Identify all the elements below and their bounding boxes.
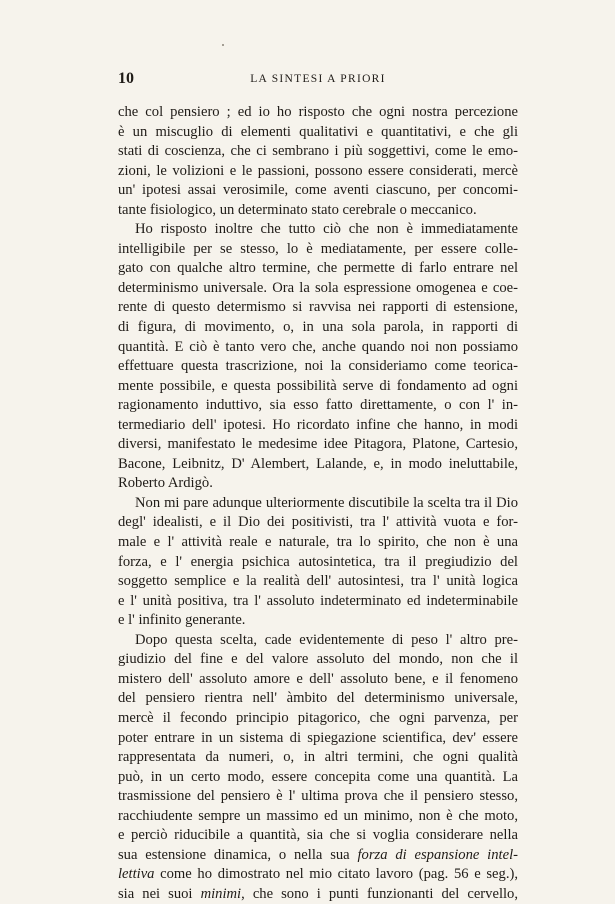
text-line: e l' infinito generante. [118, 612, 246, 629]
text-line: racchiudente sempre un massimo ed un minimo, non è che moto, [118, 807, 518, 824]
text-line: sia nei suoi minimi, che sono i punti funzionanti del cervello, [118, 885, 518, 902]
text-line: diversi, manifestato le medesime idee Pitagora, Platone, Cartesio, [118, 436, 518, 453]
text-line: e perciò riducibile a quantità, sia che si voglia considerare nella [118, 827, 518, 844]
text-line: rappresentata da numeri, o, in altri termini, che ogni qualità [118, 749, 518, 766]
text-line: stati di coscienza, che ci sembrano i più soggettivi, come le emo- [118, 143, 518, 160]
text-line: mistero dell' assoluto amore e dell' assoluto bene, e il fenomeno [118, 670, 518, 687]
page-number: 10 [118, 70, 134, 87]
text-line: è un miscuglio di elementi qualitativi e quantitativi, e che gli [118, 123, 518, 140]
text-line: e l' unità positiva, tra l' assoluto indeterminato ed indeterminabile [118, 592, 518, 609]
text-line: forza, e l' energia psichica autosintetica, tra il pregiudizio del [118, 553, 518, 570]
text-line: tante fisiologico, un determinato stato cerebrale o meccanico. [118, 201, 477, 218]
text-line: mente possibile, e questa possibilità serve di fondamento ad ogni [118, 377, 518, 394]
text-line: che col pensiero ; ed io ho risposto che ogni nostra percezione [118, 104, 518, 120]
text-line: può, in un certo modo, essere concepita come una quantità. La [118, 768, 518, 785]
body-text [118, 103, 518, 904]
text-line: ragionamento induttivo, sia esso fatto direttamente, o con l' in- [118, 397, 518, 414]
italic-phrase: lettiva [118, 866, 155, 883]
text-line: intelligibile per se stesso, lo è mediatamente, per essere colle- [118, 240, 518, 257]
text-line: poter entrare in un sistema di spiegazione scientifica, dev' essere [118, 729, 518, 746]
paper-speck [222, 44, 224, 46]
text-line: rente di questo determismo si ravvisa nei rapporti di estensione, [118, 299, 518, 316]
italic-phrase: forza di espansione intel- [357, 846, 518, 863]
text-line: effettuare questa trascrizione, noi la consideriamo come teorica- [118, 358, 518, 375]
text-line: lettiva come ho dimostrato nel mio citato lavoro (pag. 56 e seg.), [118, 866, 518, 883]
page-header [118, 70, 518, 88]
text-line: Non mi pare adunque ulteriormente discutibile la scelta tra il Dio [135, 494, 518, 511]
text-line: trasmissione del pensiero è l' ultima prova che il pensiero stesso, [118, 788, 518, 805]
text-line: male e l' attività reale e naturale, tra lo spirito, che non è una [118, 534, 518, 551]
text-line: un' ipotesi assai verosimile, come aventi ciascuno, per concomi- [118, 182, 518, 199]
text-line: giudizio del fine e del valore assoluto del mondo, non che il [118, 651, 518, 668]
text-line: Dopo questa scelta, cade evidentemente di peso l' altro pre- [135, 631, 518, 648]
italic-phrase: minimi [200, 885, 242, 902]
text-line: quantità. E ciò è tanto vero che, anche quando noi non possiamo [118, 338, 518, 355]
text-line: mercè il fecondo principio pitagorico, che ogni parvenza, per [118, 709, 518, 726]
text-line: soggetto semplice e la realità dell' autosintesi, tra l' unità logica [118, 573, 518, 590]
text-line: gato con qualche altro termine, che permette di farlo entrare nel [118, 260, 518, 277]
text-line: determinismo universale. Ora la sola espressione omogenea e coe- [118, 279, 518, 296]
text-line: degl' idealisti, e il Dio dei positivisti, tra l' attività vuota e for- [118, 514, 518, 531]
text-line: di figura, di movimento, o, in una sola parola, in rapporti di [118, 319, 518, 336]
text-line: Roberto Ardigò. [118, 475, 213, 492]
text-line: Ho risposto inoltre che tutto ciò che non è immediatamente [135, 221, 518, 238]
text-line: sua estensione dinamica, o nella sua forza di espansione intel- [118, 846, 518, 863]
text-line: termediario dell' ipotesi. Ho ricordato infine che hanno, in modi [118, 416, 518, 433]
text-line: zioni, le volizioni e le passioni, possono essere considerati, mercè [118, 162, 518, 179]
text-line: del pensiero rientra nell' àmbito del determinismo universale, [118, 690, 518, 707]
text-line: Bacone, Leibnitz, D' Alembert, Lalande, e, in modo ineluttabile, [118, 455, 518, 472]
running-title: LA SINTESI A PRIORI [250, 73, 386, 85]
